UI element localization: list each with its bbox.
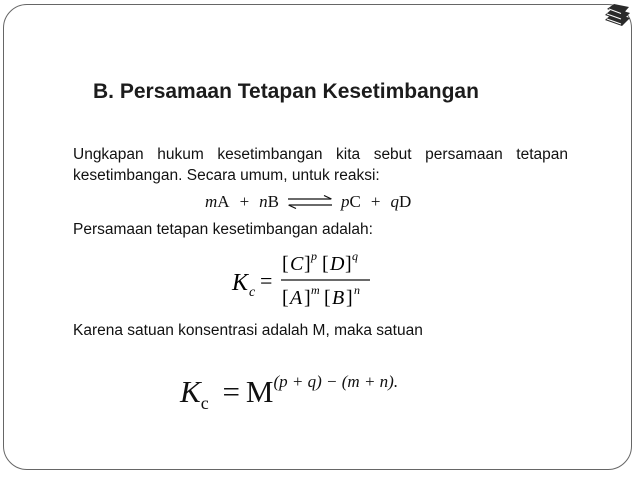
svg-text:[: [ (282, 287, 289, 309)
kc-symbol: K (232, 270, 249, 296)
kc-subscript: c (249, 285, 256, 300)
svg-text:[: [ (282, 253, 289, 275)
kc-unit-subscript: c (200, 393, 209, 414)
reaction-equation (205, 192, 411, 212)
svg-text:]: ] (304, 287, 311, 309)
equilibrium-arrow-icon (287, 195, 333, 209)
molar-unit: M (245, 374, 274, 409)
svg-text:B: B (332, 287, 345, 309)
kc-unit-equals: = (222, 374, 240, 409)
kc-fraction-svg (230, 250, 390, 314)
svg-text:]: ] (304, 253, 311, 275)
svg-text:]: ] (345, 253, 352, 275)
svg-text:n: n (354, 283, 360, 297)
svg-text:[: [ (322, 253, 329, 275)
product-d: qD (390, 192, 412, 211)
intro-paragraph: Ungkapan hukum kesetimbangan kita sebut persamaan tetapan kesetimbangan. Secara umum, untuk reaksi: (73, 146, 568, 184)
svg-text:[: [ (324, 287, 331, 309)
kc-numerator (282, 250, 358, 275)
product-c: pC (341, 192, 361, 211)
svg-text:m: m (311, 283, 320, 297)
unit-exponent: (p + q) − (m + n). (273, 371, 399, 391)
svg-text:q: q (352, 250, 358, 263)
plus-sign: + (239, 192, 250, 211)
unit-explanation: Karena satuan konsentrasi adalah M, maka satuan (73, 322, 423, 339)
kc-denominator (282, 283, 360, 309)
svg-text:C: C (290, 253, 304, 275)
equation-label: Persamaan tetapan kesetimbangan adalah: (73, 221, 373, 238)
book-stack-icon (602, 4, 632, 28)
svg-text:A: A (290, 287, 303, 309)
slide-title: B. Persamaan Tetapan Kesetimbangan (93, 80, 479, 103)
reactant-a: mA (205, 192, 230, 211)
reactant-b: nB (259, 192, 279, 211)
plus-sign: + (370, 192, 381, 211)
kc-unit-symbol: K (180, 374, 201, 409)
svg-text:]: ] (346, 287, 353, 309)
kc-fraction-formula (230, 250, 390, 320)
kc-equals: = (260, 268, 273, 293)
svg-text:D: D (330, 253, 345, 275)
svg-text:p: p (311, 250, 317, 263)
kc-unit-formula (180, 371, 399, 414)
